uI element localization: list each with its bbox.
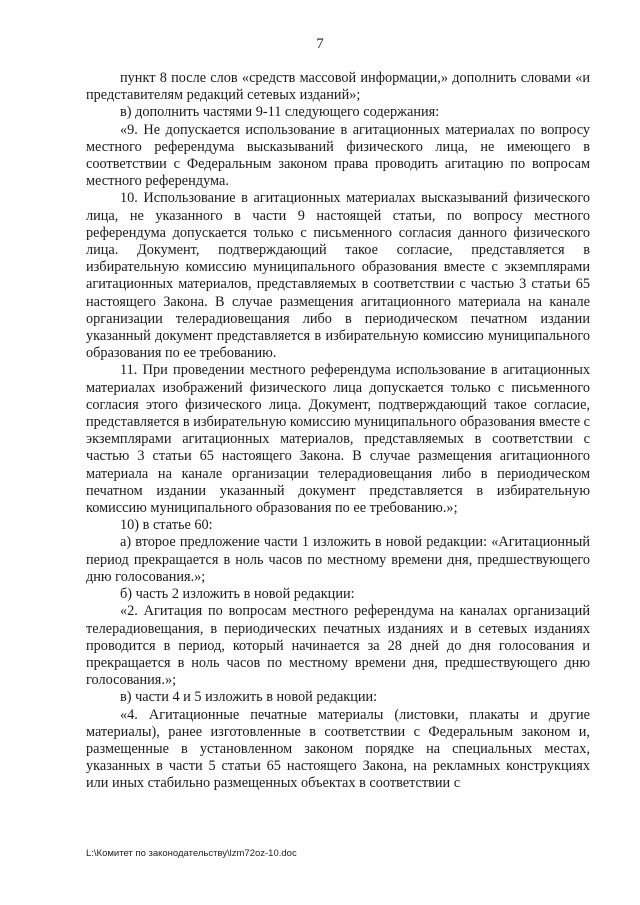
paragraph: в) дополнить частями 9-11 следующего содержания: <box>120 104 440 121</box>
paragraph: 10. Использование в агитационных материалах высказываний физического лица, не указанного в части 9 настоящей статьи, по вопросу местного референдума допускается только с письменного согласия данного физического лица. Документ, подтверждающий такое согласие, представляется в избирательную комиссию муниципального образования вместе с экземплярами агитационных материалов, представляемых в соответствии с частью 3 статьи 65 настоящего Закона. В случае размещения агитационного материала на канале организации телерадиовещания либо в периодическом печатном издании указанный документ представляется в избирательную комиссию муниципального образования по ее требованию. <box>86 190 590 362</box>
paragraph: а) второе предложение части 1 изложить в новой редакции: «Агитационный период прекращается в ноль часов по местному времени дня, предшествующего дню голосования.»; <box>86 534 590 585</box>
paragraph: «4. Агитационные печатные материалы (листовки, плакаты и другие материалы), ранее изготовленные в соответствии с Федеральным законом и, размещенные в установленном законом порядке на специальных местах, указанных в части 5 статьи 65 настоящего Закона, на рекламных конструкциях или иных стабильно размещенных объектах в соответствии с <box>86 706 590 792</box>
paragraph: 11. При проведении местного референдума использование в агитационных материалах изображений физического лица допускается только с письменного согласия этого физического лица. Документ, подтверждающий такое согласие, представляется в избирательную комиссию муниципального образования вместе с экземплярами агитационных материалов, представляемых в соответствии с частью 3 статьи 65 настоящего Закона. В случае размещения агитационного материала на канале организации телерадиовещания либо в периодическом печатном издании указанный документ представляется в избирательную комиссию муниципального образования по ее требованию.»; <box>86 362 590 517</box>
body-text <box>86 70 590 793</box>
paragraph: в) части 4 и 5 изложить в новой редакции: <box>120 689 378 706</box>
paragraph: б) часть 2 изложить в новой редакции: <box>120 586 355 603</box>
page-number: 7 <box>316 36 324 52</box>
paragraph: «2. Агитация по вопросам местного референдума на каналах организаций телерадиовещания, в периодических печатных изданиях и в сетевых изданиях проводится в период, который начинается за 28 дней до дня голосования и прекращается в ноль часов по местному времени дня, предшествующего дню голосования.»; <box>86 603 590 689</box>
paragraph: «9. Не допускается использование в агитационных материалах по вопросу местного референдума высказываний физического лица, не имеющего в соответствии с Федеральным законом права проводить агитацию по вопросам местного референдума. <box>86 121 590 190</box>
paragraph: 10) в статье 60: <box>120 517 213 534</box>
paragraph: пункт 8 после слов «средств массовой информации,» дополнить словами «и представителям редакций сетевых изданий»; <box>86 70 590 104</box>
footer-file-path: L:\Комитет по законодательству\lzm72oz-10.doc <box>86 848 297 859</box>
